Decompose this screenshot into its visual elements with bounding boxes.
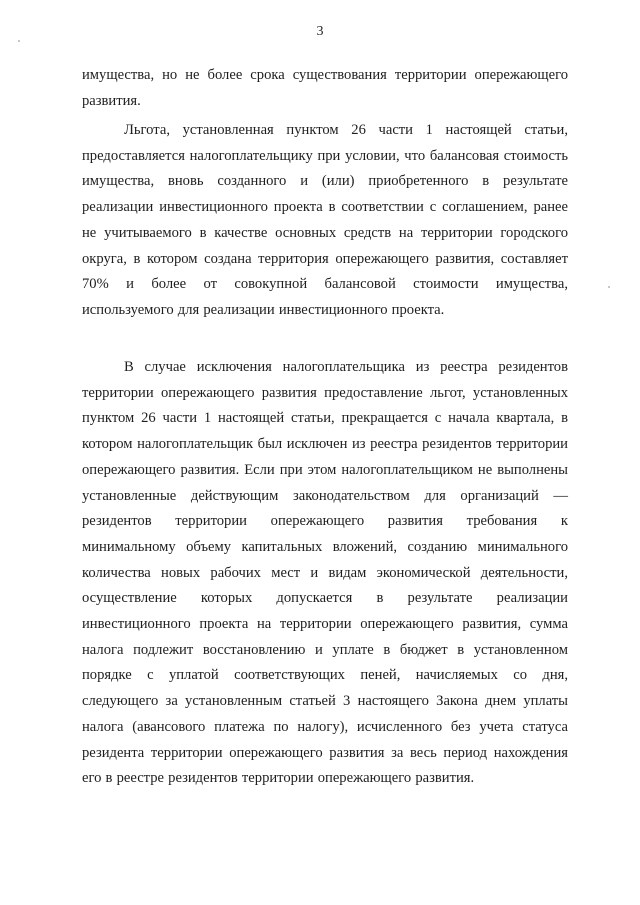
scan-speck [18,40,20,42]
paragraph-benefit-condition: Льгота, установленная пунктом 26 части 1 настоящей статьи, предоставляется налогоплательщику при условии, что балансовая стоимость имущества, вновь созданного и (или) приобретенного в результате реализации инвестиционного проекта в соответствии с соглашением, ранее не учитываемого в качестве основных средств на территории городского округа, в котором создана территория опережающего развития, составляет 70% и более от совокупной балансовой стоимости имущества, используемого для реализации инвестиционного проекта. [82,122,568,318]
page-number: 3 [316,24,324,39]
paragraph-continuation: имущества, но не более срока существования территории опережающего развития. [82,67,568,109]
scan-speck [608,286,610,288]
paragraph-benefit-termination: В случае исключения налогоплательщика из реестра резидентов территории опережающего развития предоставление льгот, установленных пунктом 26 части 1 настоящей статьи, прекращается с начала квартала, в котором налогоплательщик был исключен из реестра резидентов территории опережающего развития. Если при этом налогоплательщиком не выполнены установленные действующим законодательством для организаций — резидентов территории опережающего развития требования к минимальному объему капитальных вложений, созданию минимального количества новых рабочих мест и видам экономической деятельности, осуществление которых допускается в результате реализации инвестиционного проекта на территории опережающего развития, сумма налога подлежит восстановлению и уплате в бюджет в установленном порядке с уплатой соответствующих пеней, начисляемых со дня, следующего за установленным статьей 3 настоящего Закона днем уплаты налога (авансового платежа по налогу), исчисленного без учета статуса резидента территории опережающего развития за весь период нахождения его в реестре резидентов территории опережающего развития. [82,359,568,787]
